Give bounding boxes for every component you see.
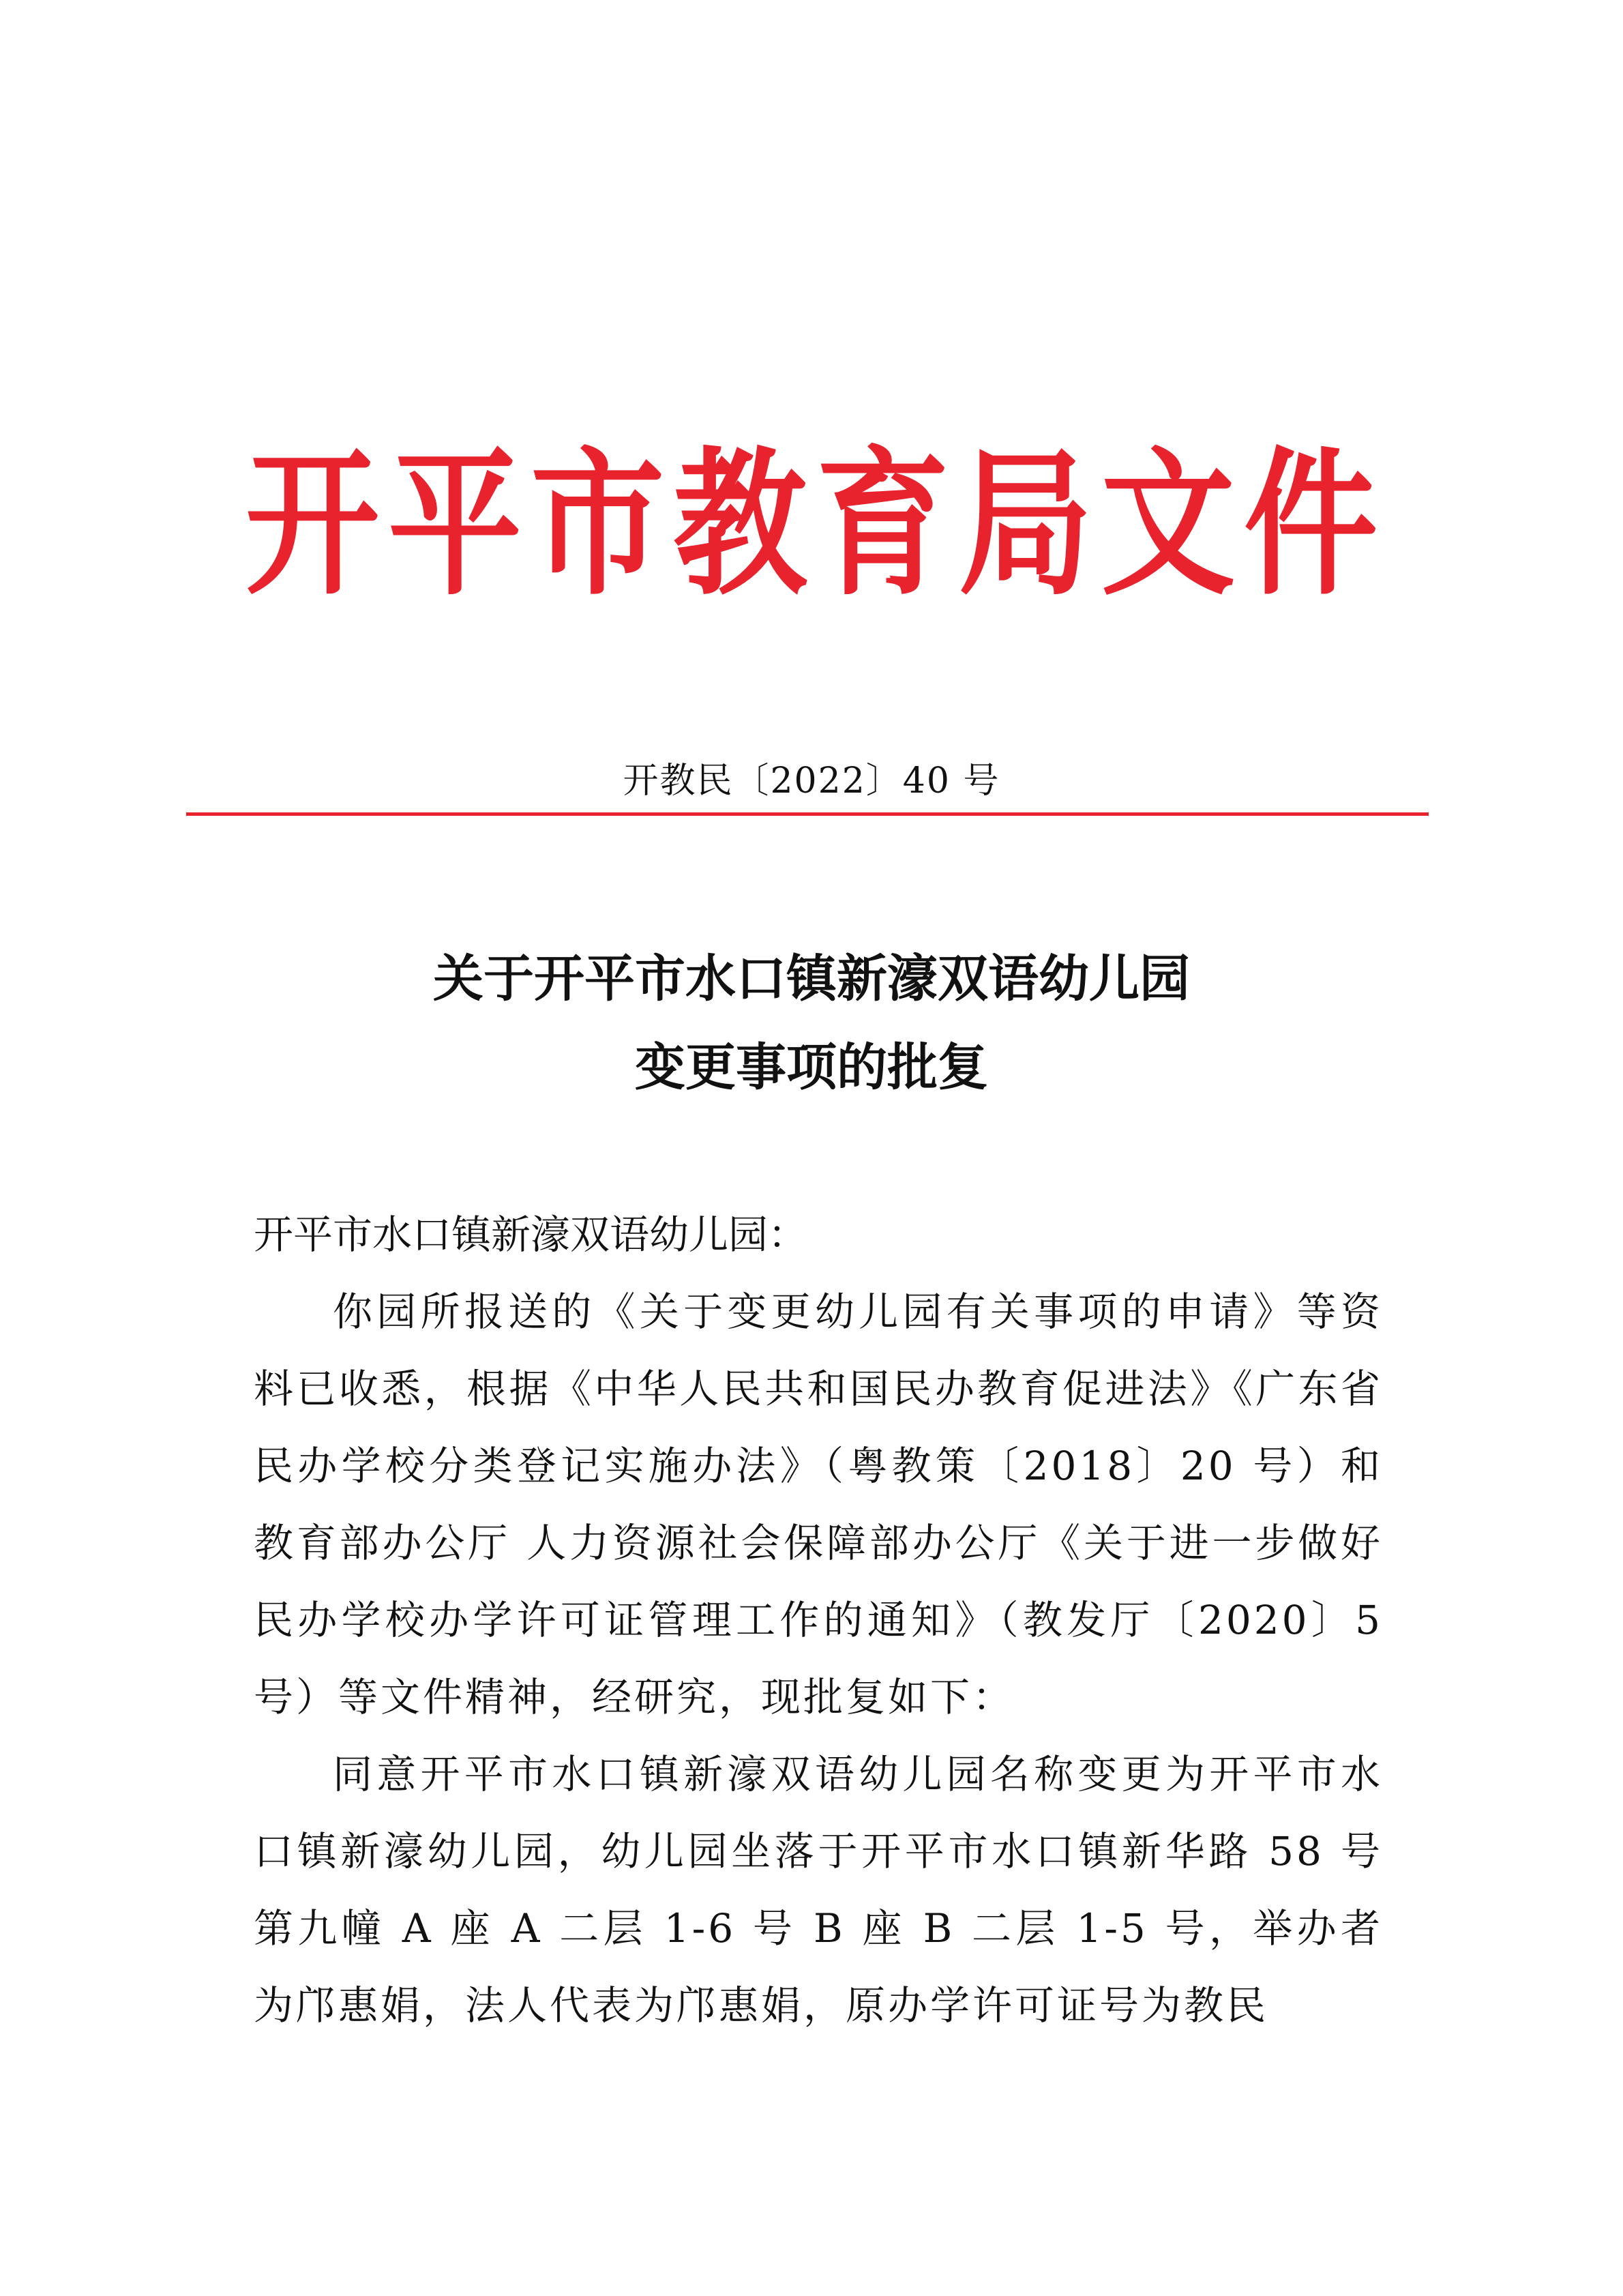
body-paragraph: 同意开平市水口镇新濠双语幼儿园名称变更为开平市水口镇新濠幼儿园，幼儿园坐落于开平市水口镇新华路 58 号第九幢 A 座 A 二层 1-6 号 B 座 B 二层 1-5 号，举办者为邝惠娟，法人代表为邝惠娟，原办学许可证号为教民 [254, 1751, 1383, 2029]
issuing-authority-header: 开平市教育局文件 [245, 433, 1378, 617]
salutation: 开平市水口镇新濠双语幼儿园： [254, 1211, 808, 1258]
document-number: 开教民〔2022〕40 号 [623, 761, 1000, 801]
document-title-line-1: 关于开平市水口镇新濠双语幼儿园 [433, 950, 1190, 1008]
document-body [254, 1196, 1383, 2044]
body-paragraph: 你园所报送的《关于变更幼儿园有关事项的申请》等资料已收悉，根据《中华人民共和国民办教育促进法》《广东省民办学校分类登记实施办法》（粤教策〔2018〕20 号）和教育部办公厅 人力资源社会保障部办公厅《关于进一步做好民办学校办学许可证管理工作的通知》（教发厅〔2020〕5 号）等文件精神，经研究，现批复如下： [254, 1289, 1383, 1720]
document-title [0, 934, 1623, 1112]
red-divider-line [186, 812, 1429, 816]
document-title-line-2: 变更事项的批复 [635, 1038, 988, 1097]
